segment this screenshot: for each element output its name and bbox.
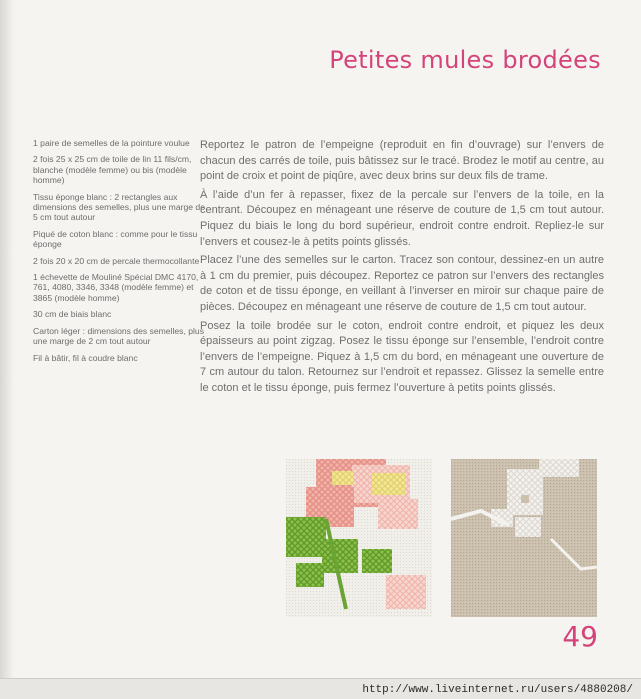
instructions-text [200, 138, 604, 400]
page-number: 49 [562, 620, 598, 653]
watermark-bar [0, 678, 641, 699]
watermark-url: http://www.liveinternet.ru/users/4880208/ [362, 684, 633, 696]
materials-list [33, 138, 205, 369]
instruction-paragraph: Posez la toile brodée sur le coton, endroit contre endroit, et piquez les deux épaisseurs au point zigzag. Posez le tissu éponge sur l’ensemble, l’endroit contre l’envers de l’empeigne. Piquez à 1,5 cm du bord, en ménageant une ouverture de 7 cm autour du talon. Retournez sur l’endroit et repassez. Glissez la semelle entre le coton et le tissu éponge, puis fermez l’ouverture à petits points glissés. [200, 319, 604, 394]
materials-item: Carton léger : dimensions des semelles, plus une marge de 2 cm tout autour [33, 325, 205, 347]
linen-embroidery-image [451, 459, 597, 617]
materials-item: 30 cm de biais blanc [33, 309, 112, 320]
materials-item: Fil à bâtir, fil à coudre blanc [33, 352, 138, 363]
materials-item: 2 fois 25 x 25 cm de toile de lin 11 fils/cm, blanche (modèle femme) ou bis (modèle homme) [33, 154, 192, 186]
instruction-paragraph: À l’aide d’un fer à repasser, fixez de la percale sur l’envers de la toile, en la centrant. Découpez en ménageant une réserve de couture de 1,5 cm tout autour. Piquez du biais le long du bord supérieur, endroit contre endroit. Repliez-le sur l’envers et cousez-le à petits points glissés. [200, 188, 604, 248]
floral-embroidery-image [286, 459, 432, 617]
page-title: Petites mules brodées [329, 46, 601, 75]
embroidery-photo-floral [286, 459, 432, 617]
materials-item: Piqué de coton blanc : comme pour le tissu éponge [33, 228, 198, 250]
materials-item: 1 paire de semelles de la pointure voulue [33, 138, 190, 148]
page-gutter-shadow [0, 0, 14, 699]
embroidery-photo-linen [451, 459, 597, 617]
instruction-paragraph: Placez l’une des semelles sur le carton. Tracez son contour, dessinez-en un autre à 1 cm du premier, puis découpez. Reportez ce patron sur l’envers des rectangles de coton et de tissu éponge, en veillant à l’inverser en miroir sur chaque paire de pièces. Découpez en ménageant une réserve de couture de 1,5 cm tout autour. [200, 254, 604, 313]
materials-item: Tissu éponge blanc : 2 rectangles aux dimensions des semelles, plus une marge de 5 cm tout autour [33, 191, 205, 223]
instruction-paragraph: Reportez le patron de l’empeigne (reproduit en fin d’ouvrage) sur l’envers de chacun des carrés de toile, puis bâtissez sur le tracé. Brodez le motif au centre, au point de croix et point de piqûre, avec deux brins sur deux fils de trame. [200, 139, 604, 183]
materials-item: 2 fois 20 x 20 cm de percale thermocollante [33, 255, 200, 266]
materials-item: 1 échevette de Mouliné Spécial DMC 4170, 761, 4080, 3346, 3348 (modèle femme) et 3865 (modèle homme) [33, 272, 199, 303]
